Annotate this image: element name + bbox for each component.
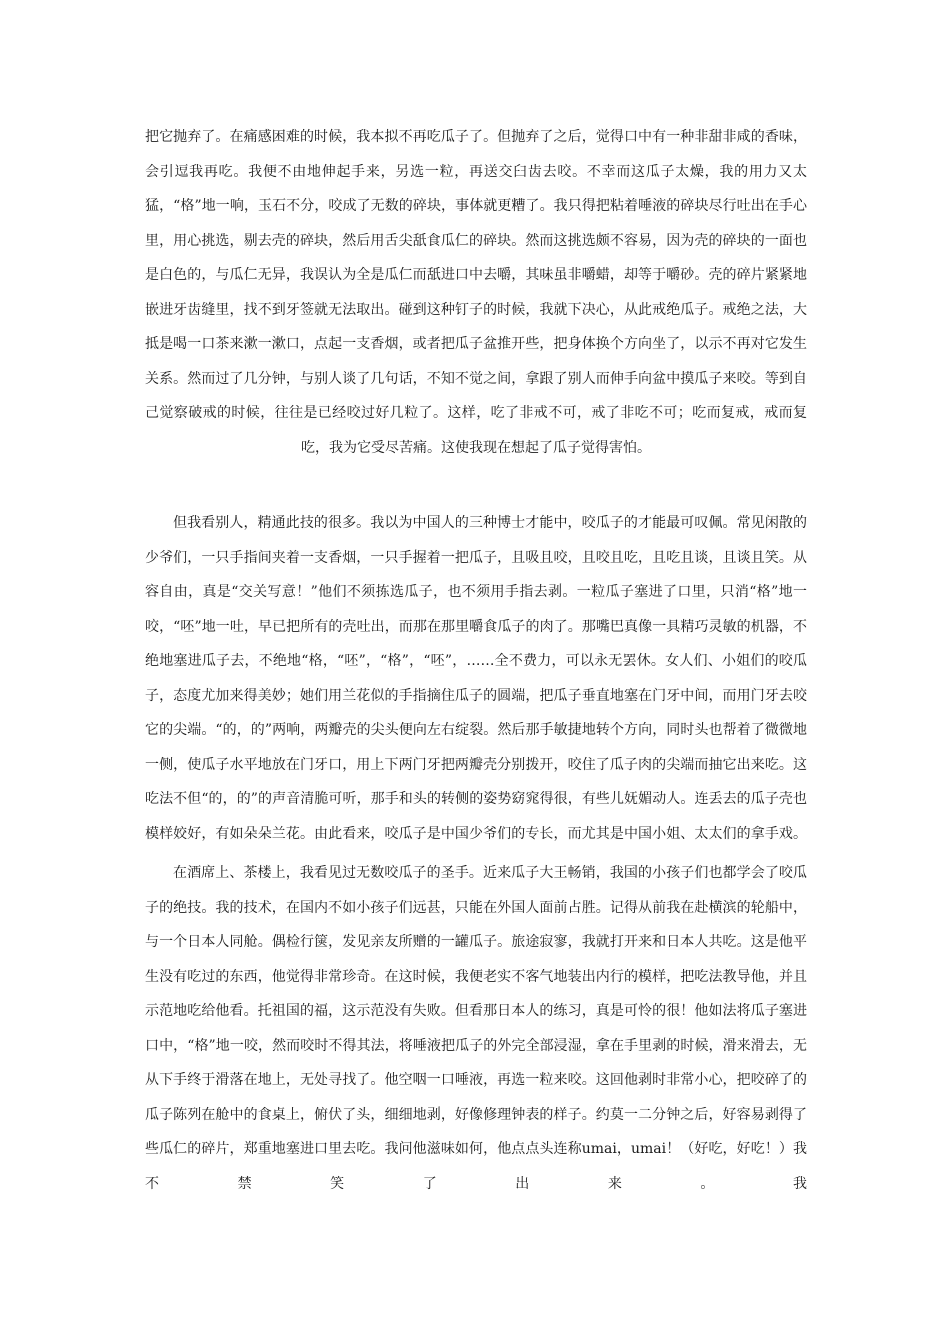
paragraph-3 — [145, 856, 807, 1201]
paragraph-2 — [145, 506, 807, 851]
paragraph-2-text: 但我看别人，精通此技的很多。我以为中国人的三种博士才能中，咬瓜子的才能最可叹佩。常见闲散的少爷们，一只手指间夹着一支香烟，一只手握着一把瓜子，且吸且咬，且咬且吃，且吃且谈，且谈且笑。从容自由，真是“交关写意！”他们不须拣选瓜子，也不须用手指去剥。一粒瓜子塞进了口里，只消“格”地一咬，“呸”地一吐，早已把所有的壳吐出，而那在那里嚼食瓜子的肉了。那嘴巴真像一具精巧灵敏的机器，不绝地塞进瓜子去，不绝地“格，“呸”，“格”，“呸”，……全不费力，可以永无罢休。女人们、小姐们的咬瓜子，态度尤加来得美妙；她们用兰花似的手指摘住瓜子的圆端，把瓜子垂直地塞在门牙中间，而用门牙去咬它的尖端。“的，的”两响，两瓣壳的尖头便向左右绽裂。然后那手敏捷地转个方向，同时头也帮着了微微地一侧，使瓜子水平地放在门牙口，用上下两门牙把两瓣壳分别拨开，咬住了瓜子肉的尖端而抽它出来吃。这吃法不但“的，的”的声音清脆可听，那手和头的转侧的姿势窈窕得很，有些儿妩媚动人。连丢去的瓜子壳也模样姣好，有如朵朵兰花。由此看来，咬瓜子是中国少爷们的专长，而尤其是中国小姐、太太们的拿手戏。 — [145, 515, 807, 842]
paragraph-1 — [145, 120, 807, 465]
paragraph-1-text: 把它抛弃了。在痛感困难的时候，我本拟不再吃瓜子了。但抛弃了之后，觉得口中有一种非甜非咸的香味，会引逗我再吃。我便不由地伸起手来，另选一粒，再送交臼齿去咬。不幸而这瓜子太燥，我的用力又太猛，“格”地一响，玉石不分，咬成了无数的碎块，事体就更糟了。我只得把粘着唾液的碎块尽行吐出在手心里，用心挑选，剔去壳的碎块，然后用舌尖舐食瓜仁的碎块。然而这挑选颇不容易，因为壳的碎块的一面也是白色的，与瓜仁无异，我误认为全是瓜仁而舐进口中去嚼，其味虽非嚼蜡，却等于嚼砂。壳的碎片紧紧地嵌进牙齿缝里，找不到牙签就无法取出。碰到这种钉子的时候，我就下决心，从此戒绝瓜子。戒绝之法，大抵是喝一口茶来漱一漱口，点起一支香烟，或者把瓜子盆推开些，把身体换个方向坐了，以示不再对它发生关系。然而过了几分钟，与别人谈了几句话，不知不觉之间，拿跟了别人而伸手向盆中摸瓜子来咬。等到自己觉察破戒的时候，往往是已经咬过好几粒了。这样，吃了非戒不可，戒了非吃不可；吃而复戒，戒而复吃，我为它受尽苦痛。这使我现在想起了瓜子觉得害怕。 — [145, 129, 807, 456]
paragraph-3-text: 在酒席上、茶楼上，我看见过无数咬瓜子的圣手。近来瓜子大王畅销，我国的小孩子们也都学会了咬瓜子的绝技。我的技术，在国内不如小孩子们远甚，只能在外国人面前占胜。记得从前我在赴横滨的轮船中，与一个日本人同舱。偶检行箧，发见亲友所赠的一罐瓜子。旅途寂寥，我就打开来和日本人共吃。这是他平生没有吃过的东西，他觉得非常珍奇。在这时候，我便老实不客气地装出内行的模样，把吃法教导他，并且示范地吃给他看。托祖国的福，这示范没有失败。但看那日本人的练习，真是可怜的很！他如法将瓜子塞进口中，“格”地一咬，然而咬时不得其法，将唾液把瓜子的外完全部浸湿，拿在手里剥的时候，滑来滑去，无从下手终于滑落在地上，无处寻找了。他空咽一口唾液，再选一粒来咬。这回他剥时非常小心，把咬碎了的瓜子陈列在舱中的食桌上，俯伏了头，细细地剥，好像修理钟表的样子。约莫一二分钟之后，好容易剥得了些瓜仁的碎片，郑重地塞进口里去吃。我问他滋味如何，他点点头连称umai，umai！（好吃，好吃！）我不禁笑了出来。我 — [145, 865, 807, 1192]
